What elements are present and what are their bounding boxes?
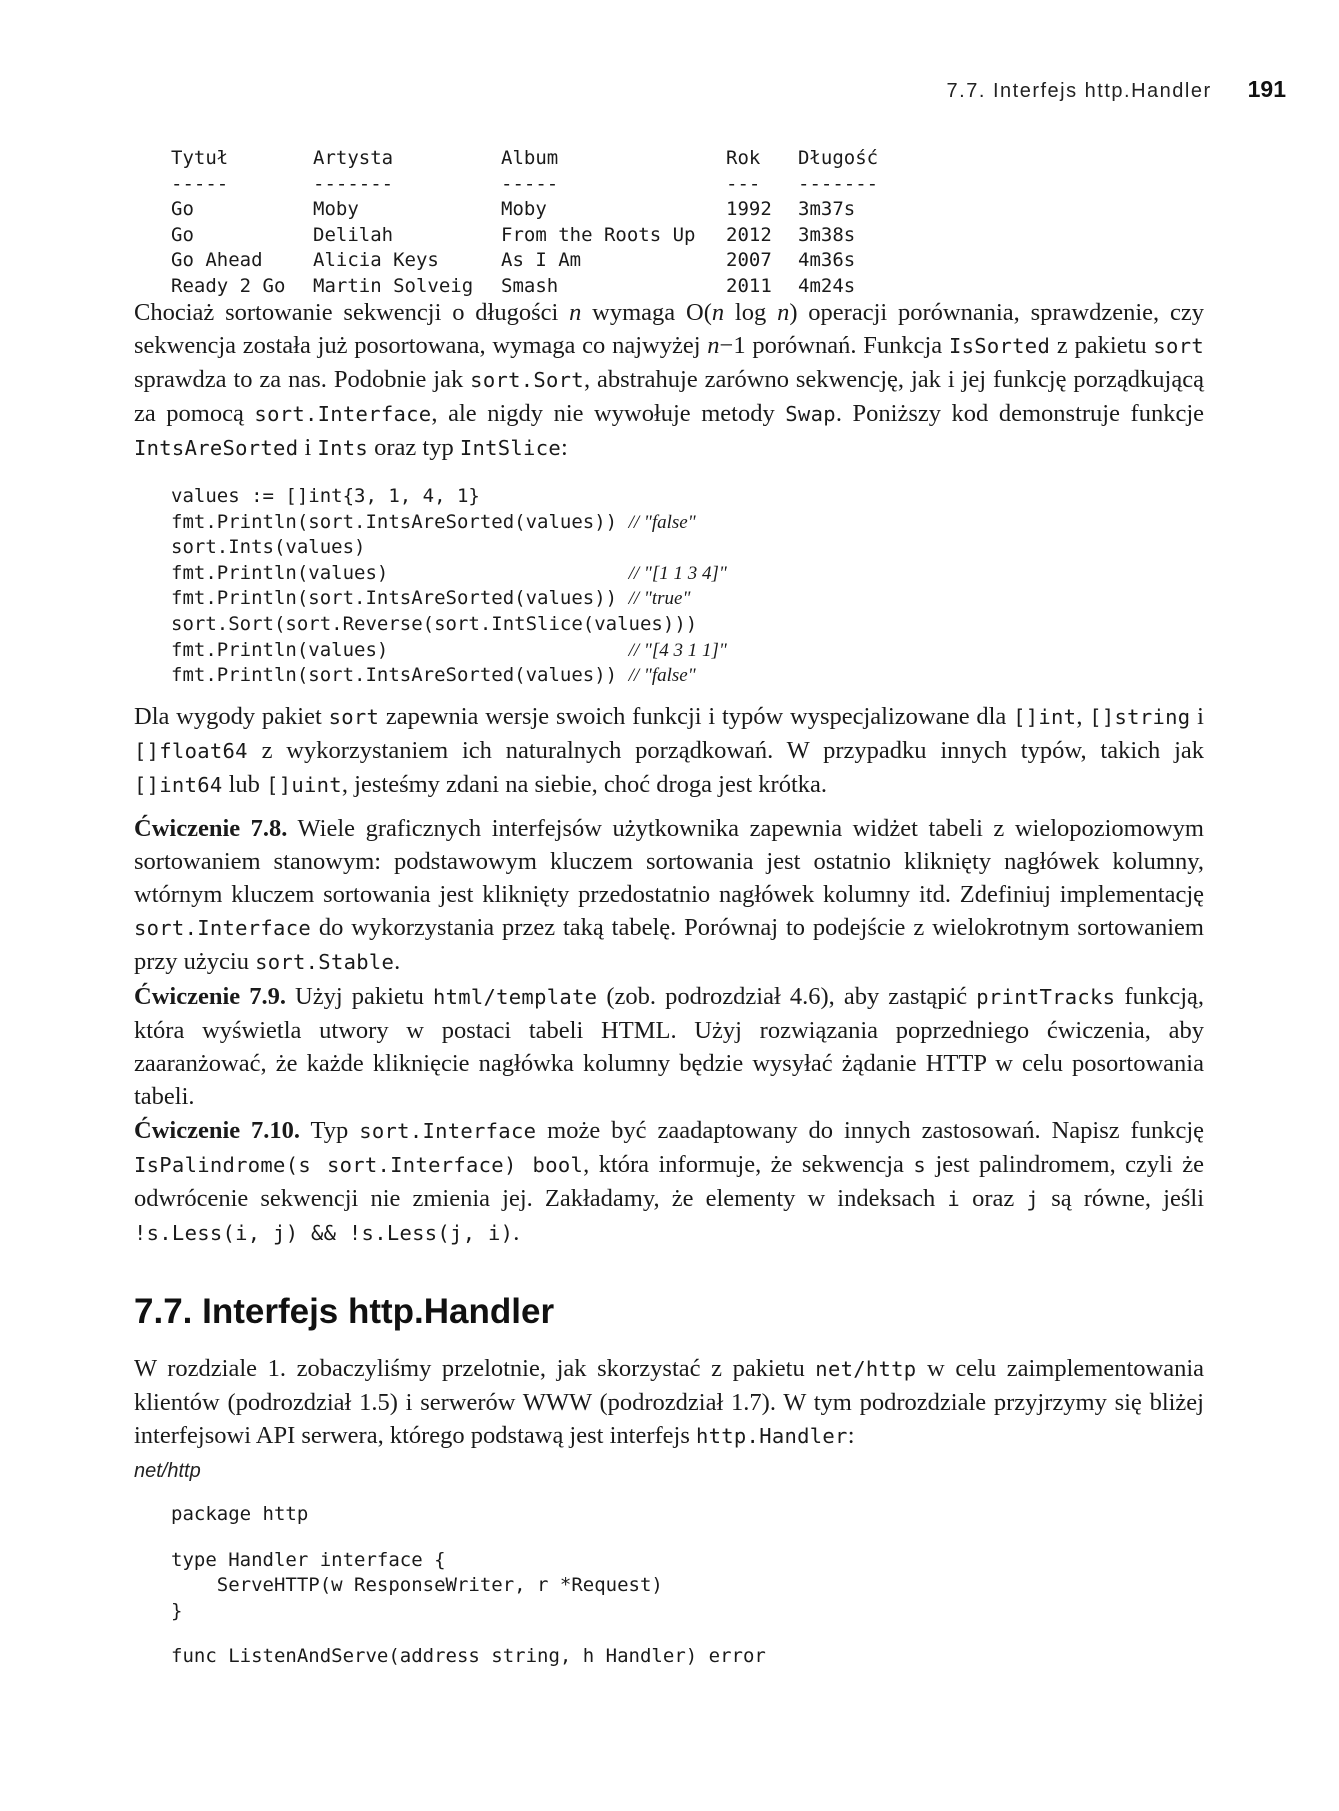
code-inline: sort.Sort xyxy=(470,368,584,392)
code-inline: Swap xyxy=(785,402,836,426)
code-inline: html/template xyxy=(432,985,598,1009)
table-row xyxy=(171,197,888,223)
code-inline: Ints xyxy=(317,436,368,460)
text: Chociaż sortowanie sekwencji o długości xyxy=(134,299,570,326)
source-label: net/http xyxy=(134,1460,201,1482)
separator: ----- xyxy=(501,172,559,195)
table-cell: 3m38s xyxy=(798,223,856,246)
code-text: fmt.Println(values) xyxy=(171,561,629,584)
code-comment: // "false" xyxy=(628,665,696,687)
running-title: 7.7. Interfejs http.Handler xyxy=(946,80,1212,102)
math-var: n xyxy=(711,299,725,326)
text: Dla wygody pakiet xyxy=(134,703,329,730)
code-line xyxy=(171,535,727,561)
code-comment: // "[1 1 3 4]" xyxy=(628,562,727,584)
text: Typ xyxy=(300,1117,360,1144)
code-inline: http.Handler xyxy=(695,1424,848,1448)
separator-row xyxy=(171,172,888,198)
code-block-http-handler xyxy=(171,1502,766,1670)
code-inline: []int xyxy=(1013,705,1077,729)
page-header xyxy=(947,76,1286,103)
page-number: 191 xyxy=(1247,76,1286,102)
section-heading: 7.7. Interfejs http.Handler xyxy=(134,1292,555,1331)
text: oraz typ xyxy=(368,434,460,461)
code-text: sort.Ints(values) xyxy=(171,536,366,559)
code-text: fmt.Println(values) xyxy=(171,638,629,661)
text: z pakietu xyxy=(1050,332,1154,359)
code-inline: sort.Interface xyxy=(134,916,311,940)
table-cell: Go Ahead xyxy=(171,249,263,271)
tracks-table xyxy=(171,146,888,299)
code-inline: sort xyxy=(1153,334,1204,358)
code-line xyxy=(171,586,727,612)
column-header: Długość xyxy=(798,147,879,169)
code-line xyxy=(171,561,727,587)
column-header: Album xyxy=(501,147,559,169)
text: jest palindromem, czyli że odwrócenie sekwencji nie zmienia jej. Zakładamy, że elementy w indeksach xyxy=(134,1151,1204,1212)
exercise-label: Ćwiczenie 7.9. xyxy=(134,983,286,1010)
table-cell: Moby xyxy=(313,198,359,220)
code-text: sort.Sort(sort.Reverse(sort.IntSlice(values))) xyxy=(171,612,698,635)
code-inline: net/http xyxy=(815,1357,917,1381)
code-inline: IsSorted xyxy=(948,334,1051,358)
text: , xyxy=(1076,703,1090,730)
code-text: fmt.Println(sort.IntsAreSorted(values)) xyxy=(171,664,629,687)
text: Użyj pakietu xyxy=(285,983,433,1010)
code-comment: // "[4 3 1 1]" xyxy=(628,639,727,661)
column-header: Rok xyxy=(726,147,761,169)
text: funkcją, która wyświetla utwory w postaci tabeli HTML. Użyj rozwiązania poprzedniego ćwiczenia, aby zaaranżować, że każde kliknięcie nagłówka kolumny będzie wysyłać żądanie HTTP w celu posortowania tabeli. xyxy=(134,983,1204,1110)
code-inline: IntSlice xyxy=(459,436,561,460)
exercise-7-9 xyxy=(134,980,1204,1113)
code-inline: printTracks xyxy=(976,985,1116,1009)
code-text: fmt.Println(sort.IntsAreSorted(values)) xyxy=(171,510,629,533)
table-cell: 4m36s xyxy=(798,249,856,271)
code-inline: j xyxy=(1026,1187,1040,1211)
text: ) operacji porównania, sprawdzenie, czy sekwencja została już posortowana, wymaga co najwyżej xyxy=(134,299,1204,359)
exercise-label: Ćwiczenie 7.8. xyxy=(134,815,288,842)
column-header: Tytuł xyxy=(171,147,229,169)
table-cell: From the Roots Up xyxy=(501,223,696,246)
math-var: n xyxy=(707,332,720,359)
exercise-7-8 xyxy=(134,812,1204,979)
text: może być zaadaptowany do innych zastosowań. Napisz funkcję xyxy=(536,1117,1205,1144)
code-comment: // "false" xyxy=(628,511,696,533)
table-cell: 2007 xyxy=(726,249,772,271)
code-inline: !s.Less(i, j) && !s.Less(j, i) xyxy=(134,1221,514,1245)
text: oraz xyxy=(960,1185,1027,1212)
column-header: Artysta xyxy=(313,147,394,169)
separator: --- xyxy=(726,172,761,195)
exercise-label: Ćwiczenie 7.10. xyxy=(134,1117,301,1144)
text: zapewnia wersje swoich funkcji i typów wyspecjalizowane dla xyxy=(379,703,1014,730)
code-comment: // "true" xyxy=(628,588,691,610)
table-cell: 2011 xyxy=(726,274,772,297)
table-cell: As I Am xyxy=(501,249,582,271)
table-cell: Martin Solveig xyxy=(313,274,474,297)
code-inline: sort.Interface xyxy=(254,402,432,426)
code-inline: i xyxy=(947,1187,961,1211)
code-line: ServeHTTP(w ResponseWriter, r *Request) xyxy=(171,1574,663,1597)
table-cell: 2012 xyxy=(726,223,772,246)
table-cell: Smash xyxy=(501,274,559,297)
text: w celu zaimplementowania klientów (podrozdział 1.5) i serwerów WWW (podrozdział 1.7). W tym podrozdziale przyjrzymy się bliżej interfejsowi API serwera, którego podstawą jest interfejs xyxy=(134,1355,1205,1449)
code-text: values := []int{3, 1, 4, 1} xyxy=(171,485,480,507)
table-row xyxy=(171,248,888,274)
math-var: n xyxy=(777,299,790,326)
table-cell: Go xyxy=(171,198,194,220)
text: : xyxy=(560,434,568,461)
table-cell: 4m24s xyxy=(798,274,856,297)
exercise-7-10 xyxy=(134,1114,1204,1250)
code-line xyxy=(171,663,727,689)
text: lub xyxy=(222,771,267,798)
text: i xyxy=(298,434,318,461)
code-line xyxy=(171,484,727,510)
table-cell: Go xyxy=(171,223,194,246)
table-cell: 3m37s xyxy=(798,198,856,220)
separator: ----- xyxy=(171,172,229,195)
text: log xyxy=(724,299,778,326)
code-line: package http xyxy=(171,1503,309,1525)
text: sprawdza to za nas. Podobnie jak xyxy=(134,366,471,393)
code-inline: []string xyxy=(1089,705,1191,729)
table-cell: Delilah xyxy=(313,223,394,246)
table-row xyxy=(171,223,888,249)
text: do wykorzystania przez taką tabelę. Porównaj to podejście z wielokrotnym sortowaniem przy użyciu xyxy=(134,914,1204,975)
paragraph-net-http xyxy=(134,1352,1204,1453)
text: są równe, jeśli xyxy=(1039,1185,1204,1212)
code-inline: s xyxy=(913,1153,927,1177)
blank-line xyxy=(171,1528,766,1548)
text: i xyxy=(1190,703,1204,730)
text: , jesteśmy zdani na siebie, choć droga jest krótka. xyxy=(341,771,828,798)
text: . xyxy=(513,1219,520,1246)
separator: ------- xyxy=(313,172,394,195)
table-header-row xyxy=(171,146,888,172)
text: , ale nigdy nie wywołuje metody xyxy=(431,400,786,427)
text: , która informuje, że sekwencja xyxy=(583,1151,914,1178)
code-inline: IntsAreSorted xyxy=(134,436,299,460)
code-line: } xyxy=(171,1599,183,1622)
blank-line xyxy=(171,1624,766,1644)
text: , abstrahuje zarówno sekwencję, jak i jej funkcję porządkującą za pomocą xyxy=(134,366,1204,427)
code-text: fmt.Println(sort.IntsAreSorted(values)) xyxy=(171,587,629,610)
text: (zob. podrozdział 4.6), aby zastąpić xyxy=(597,983,977,1010)
code-inline: IsPalindrome(s sort.Interface) bool xyxy=(134,1153,584,1177)
text: Wiele graficznych interfejsów użytkownika zapewnia widżet tabeli z wielopoziomowym sortowaniem stanowym: podstawowym kluczem sortowania jest ostatnio kliknięty nagłówek kolumny, wtórnym kluczem sortowania jest kliknięty przedostatnio nagłówek kolumny itd. Zdefiniuj implementację xyxy=(134,815,1204,908)
code-block-sort-example xyxy=(171,484,727,689)
code-inline: sort.Interface xyxy=(359,1119,537,1143)
code-inline: []int64 xyxy=(134,773,223,797)
text: W rozdziale 1. zobaczyliśmy przelotnie, jak skorzystać z pakietu xyxy=(134,1355,816,1382)
text: : xyxy=(847,1422,855,1449)
text: wymaga O( xyxy=(581,299,712,326)
separator: ------- xyxy=(798,172,879,195)
text: −1 porównań. Funkcja xyxy=(719,332,949,359)
code-line xyxy=(171,612,727,638)
math-var: n xyxy=(569,299,582,326)
code-line xyxy=(171,638,727,664)
table-cell: Moby xyxy=(501,198,547,220)
code-inline: []uint xyxy=(266,773,342,797)
code-inline: []float64 xyxy=(134,739,248,763)
code-inline: sort xyxy=(328,705,380,729)
table-cell: Ready 2 Go xyxy=(171,274,286,297)
text: z wykorzystaniem ich naturalnych porządkowań. W przypadku innych typów, takich jak xyxy=(247,737,1204,764)
text: . Poniższy kod demonstruje funkcje xyxy=(835,400,1204,427)
code-inline: sort.Stable xyxy=(255,950,395,974)
text: . xyxy=(394,948,401,975)
code-line xyxy=(171,510,727,536)
paragraph-sorting xyxy=(134,296,1204,465)
paragraph-specializations xyxy=(134,700,1204,802)
table-cell: Alicia Keys xyxy=(313,249,439,271)
code-line: type Handler interface { xyxy=(171,1548,446,1571)
table-cell: 1992 xyxy=(726,198,772,220)
code-line: func ListenAndServe(address string, h Handler) error xyxy=(171,1645,766,1668)
